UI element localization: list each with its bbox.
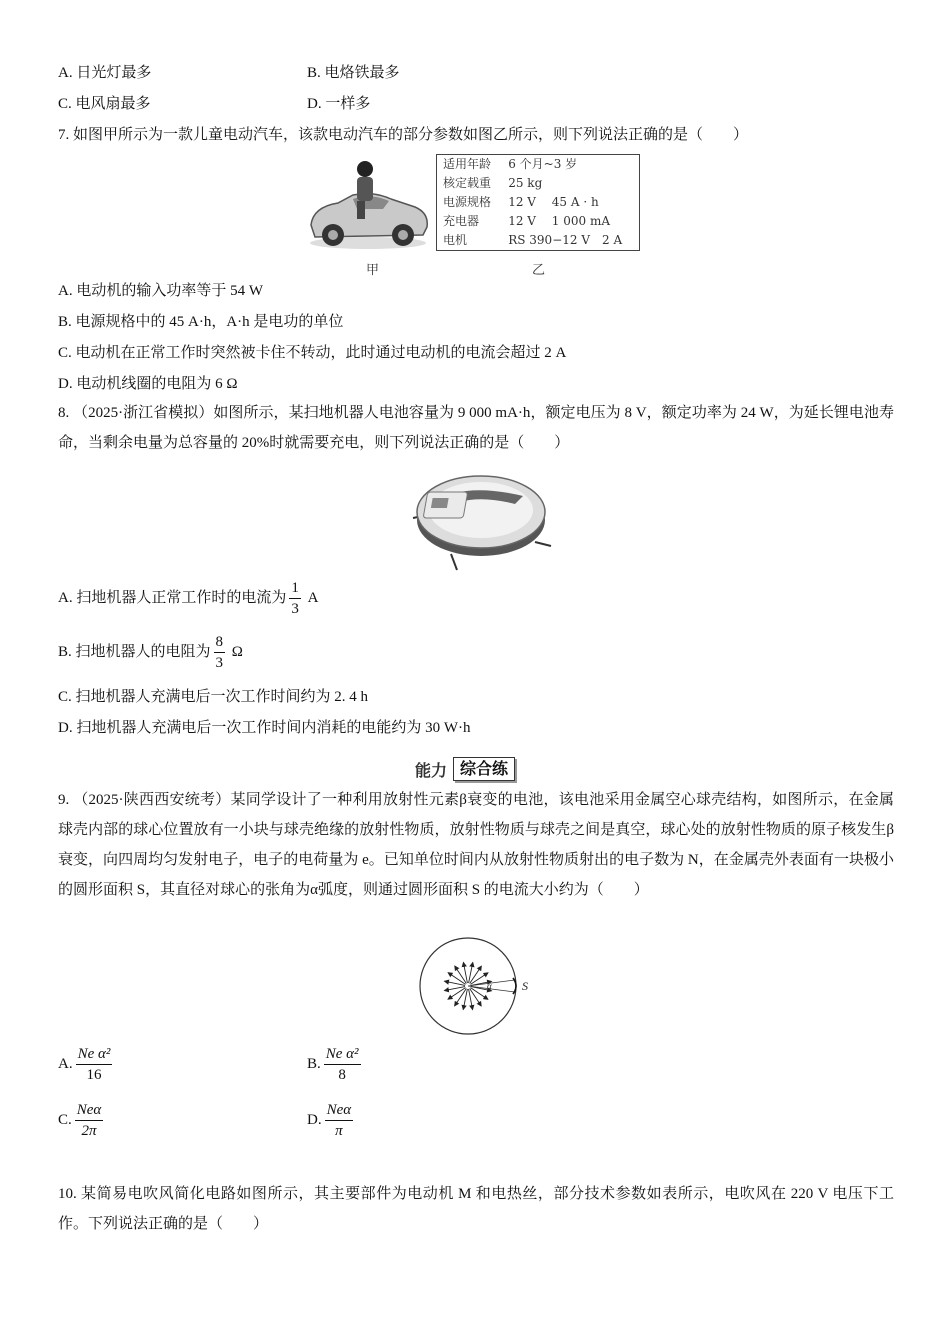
fraction <box>75 1100 104 1141</box>
unit: Ω <box>231 644 243 660</box>
q9-option-c <box>58 1098 106 1142</box>
spec-key: 电源规格 <box>443 195 492 209</box>
fraction-numerator: Neα <box>325 1100 354 1121</box>
fraction-numerator: 8 <box>214 632 226 653</box>
spec-row <box>437 193 640 212</box>
fraction <box>76 1044 113 1085</box>
spec-key: 核定载重 <box>443 176 492 190</box>
q9-option-b <box>307 1042 364 1086</box>
spec-row <box>437 174 640 193</box>
section-banner <box>409 756 515 782</box>
figure-caption-a: 甲 <box>366 262 380 277</box>
spec-value: RS 390−12 V 2 A <box>508 233 623 247</box>
q8-option-d: D. 扫地机器人充满电后一次工作时间内消耗的电能约为 30 W·h <box>58 720 471 736</box>
q8-stem: 8. （2025·浙江省模拟）如图所示，某扫地机器人电池容量为 9 000 mA·h，额定电压为 8 V，额定功率为 24 W，为延长锂电池寿命，当剩余电量为总容量的 20%时就需要充电，则下列说法正确的是（ ） <box>58 405 894 451</box>
alpha-label: α <box>487 981 492 991</box>
fraction-denominator: 3 <box>215 655 224 672</box>
fraction-numerator: Ne α² <box>76 1044 113 1065</box>
q9-option-d-label: D. <box>307 1112 322 1128</box>
q9-option-a-label: A. <box>58 1056 73 1072</box>
fraction-denominator: 16 <box>86 1067 102 1084</box>
q7-stem: 7. 如图甲所示为一款儿童电动汽车，该款电动汽车的部分参数如图乙所示，则下列说法正确的是（ ） <box>58 127 749 143</box>
spec-key: 电机 <box>443 233 468 247</box>
area-s-label: S <box>522 979 528 993</box>
q6-option-b: B. 电烙铁最多 <box>307 65 400 81</box>
q7-option-d: D. 电动机线圈的电阻为 6 Ω <box>58 376 238 392</box>
q7-option-c: C. 电动机在正常工作时突然被卡住不转动，此时通过电动机的电流会超过 2 A <box>58 345 567 361</box>
q9-option-d <box>307 1098 356 1142</box>
fraction-denominator: 8 <box>338 1067 346 1084</box>
fraction <box>325 1100 354 1141</box>
unit: A <box>307 590 319 606</box>
robot-vacuum-image <box>405 462 555 572</box>
q9-option-a <box>58 1042 115 1086</box>
fraction-numerator: 1 <box>289 578 301 599</box>
q10-stem: 10. 某简易电吹风简化电路如图所示，其主要部件为电动机 M 和电热丝，部分技术参数如表所示，电吹风在 220 V 电压下工作。下列说法正确的是（ ） <box>58 1186 894 1232</box>
spec-row <box>437 155 640 175</box>
spec-row <box>437 212 640 231</box>
sphere-diagram <box>415 934 545 1038</box>
fraction <box>324 1044 361 1085</box>
q8-option-c: C. 扫地机器人充满电后一次工作时间约为 2. 4 h <box>58 689 369 705</box>
spec-value: 12 V 45 A · h <box>508 195 599 209</box>
fraction-numerator: Ne α² <box>324 1044 361 1065</box>
q7-option-a: A. 电动机的输入功率等于 54 W <box>58 283 263 299</box>
q8-option-b-text: B. 扫地机器人的电阻为 <box>58 644 211 660</box>
fraction-denominator: 2π <box>81 1123 97 1140</box>
spec-value: 6 个月~3 岁 <box>508 157 578 171</box>
spec-value: 12 V 1 000 mA <box>508 214 610 228</box>
q8-option-a-text: A. 扫地机器人正常工作时的电流为 <box>58 590 287 606</box>
q8-option-a <box>58 578 318 619</box>
spec-key: 适用年龄 <box>443 157 492 171</box>
q6-option-c: C. 电风扇最多 <box>58 96 151 112</box>
fraction <box>289 578 301 619</box>
section-banner-left: 能力 <box>415 760 448 780</box>
q9-stem: 9. （2025·陕西西安统考）某同学设计了一种利用放射性元素β衰变的电池，该电池采用金属空心球壳结构，如图所示，在金属球壳内部的球心位置放有一小块与球壳绝缘的放射性物质，放射性物质与球壳之间是真空，球心处的放射性物质的原子核发生β衰变，向四周均匀发射电子，电子的电荷量为 e。已知单位时间内从放射性物质射出的电子数为 N，在金属壳外表面有一块极小的圆形面积 S，其直径对球心的张角为α弧度，则通过圆形面积 S 的电流大小约为（ ） <box>58 792 894 898</box>
fraction-numerator: Neα <box>75 1100 104 1121</box>
section-banner-right: 综合练 <box>453 757 515 781</box>
spec-value: 25 kg <box>508 176 543 190</box>
fraction <box>214 632 226 673</box>
figure-caption-b: 乙 <box>532 262 546 277</box>
fraction-denominator: π <box>335 1123 343 1140</box>
q9-option-b-label: B. <box>307 1056 321 1072</box>
spec-row <box>437 231 640 251</box>
q6-option-d: D. 一样多 <box>307 96 371 112</box>
q7-spec-table <box>436 154 640 251</box>
kids-electric-car-image <box>303 155 433 255</box>
q9-option-c-label: C. <box>58 1112 72 1128</box>
fraction-denominator: 3 <box>291 601 299 618</box>
spec-key: 充电器 <box>443 214 480 228</box>
q7-option-b: B. 电源规格中的 45 A·h，A·h 是电功的单位 <box>58 314 344 330</box>
q6-option-a: A. 日光灯最多 <box>58 65 152 81</box>
q8-option-b <box>58 632 243 673</box>
